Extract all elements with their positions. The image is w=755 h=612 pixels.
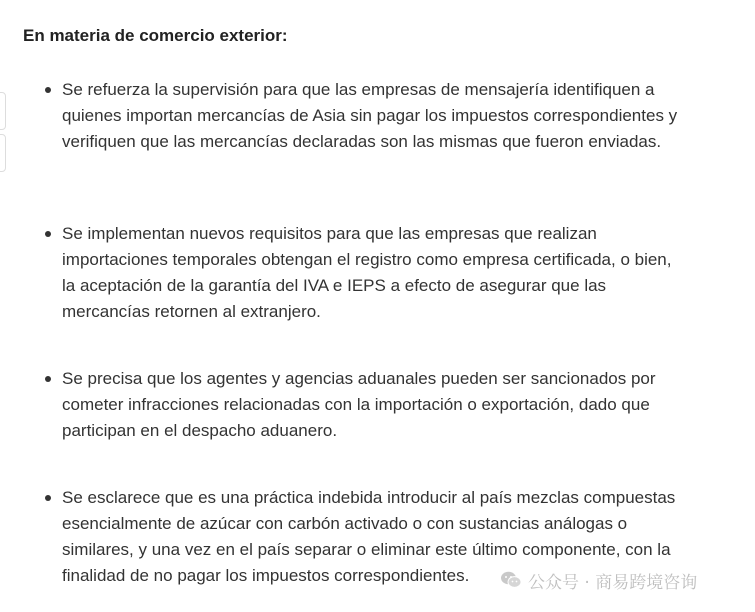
watermark-text: 公众号 · 商易跨境咨询 xyxy=(528,572,698,593)
list-item-text: Se esclarece que es una práctica indebida introducir al país mezclas compuestas esencialmente de azúcar con carbón activado o con sustancias análogas o similares, y una vez en el país separar o eliminar este último componente, con la finalidad de no pagar los impuestos correspondientes. xyxy=(62,488,676,585)
list-item-text: Se precisa que los agentes y agencias aduanales pueden ser sancionados por cometer infracciones relacionadas con la importación o exportación, dado que participan en el despacho aduanero. xyxy=(62,369,656,440)
bullet-dot xyxy=(45,376,51,382)
list-item-text: Se implementan nuevos requisitos para que las empresas que realizan importaciones temporales obtengan el registro como empresa certificada, o bien, la aceptación de la garantía del IVA e IEPS a efecto de asegurar que las mercancías retornen al extranjero. xyxy=(62,224,672,321)
side-tab[interactable] xyxy=(0,92,6,130)
bullet-dot xyxy=(45,87,51,93)
watermark xyxy=(500,566,697,594)
bullet-dot xyxy=(45,231,51,237)
bullet-dot xyxy=(45,495,51,501)
list-item-text: Se refuerza la supervisión para que las empresas de mensajería identifiquen a quienes importan mercancías de Asia sin pagar los impuestos correspondientes y verifiquen que las mercancías declaradas son las mismas que fueron enviadas. xyxy=(62,80,678,151)
wechat-icon xyxy=(500,570,522,590)
side-tab[interactable] xyxy=(0,134,6,172)
section-heading: En materia de comercio exterior: xyxy=(23,26,288,45)
